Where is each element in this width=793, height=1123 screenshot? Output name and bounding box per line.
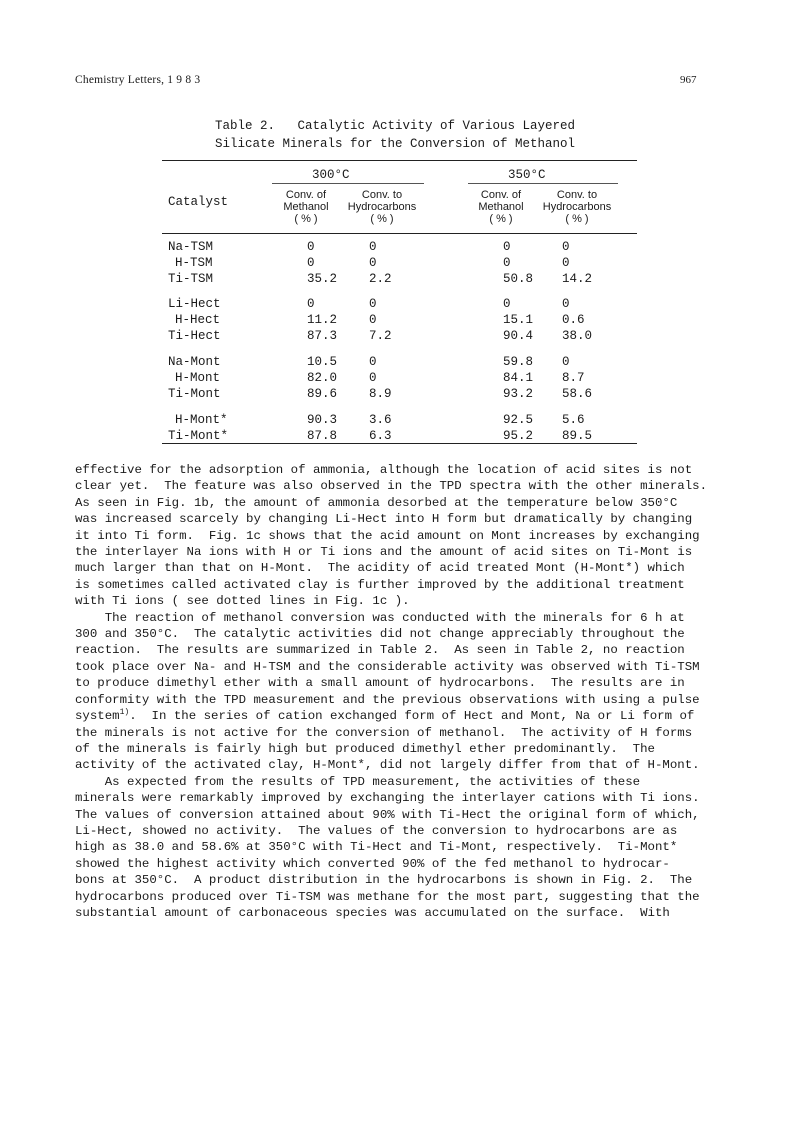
temp-350: 350°C <box>508 168 546 182</box>
value-cell: 92.5 <box>503 413 534 427</box>
body-line: is sometimes called activated clay is further improved by the additional treatment <box>75 577 685 592</box>
value-cell: 0 <box>369 355 377 369</box>
col-unit-label: ( % ) <box>294 213 318 225</box>
value-cell: 0 <box>369 297 377 311</box>
body-line: showed the highest activity which converted 90% of the fed methanol to hydrocar- <box>75 856 670 871</box>
body-line: the interlayer Na ions with H or Ti ions and the amount of acid sites on Ti-Mont is <box>75 545 693 560</box>
table-header-rule <box>162 233 637 234</box>
col-unit-label: ( % ) <box>489 213 513 225</box>
value-cell: 0 <box>503 240 511 254</box>
value-cell: 59.8 <box>503 355 534 369</box>
value-cell: 11.2 <box>307 313 338 327</box>
body-line: 300 and 350°C. The catalytic activities did not change appreciably throughout the <box>75 627 685 642</box>
value-cell: 84.1 <box>503 371 534 385</box>
value-cell: 0 <box>369 256 377 270</box>
table-caption <box>215 117 575 153</box>
table-top-rule <box>162 160 637 161</box>
body-line: was increased scarcely by changing Li-Hect into H form but dramatically by changing <box>75 512 693 527</box>
body-line: reaction. The results are summarized in Table 2. As seen in Table 2, no reaction <box>75 643 685 658</box>
journal-header: Chemistry Letters, 1 9 8 3 <box>75 74 201 86</box>
body-line: took place over Na- and H-TSM and the considerable activity was observed with Ti-TSM <box>75 659 700 674</box>
catalyst-cell: Ti-TSM <box>168 272 214 286</box>
value-cell: 58.6 <box>562 387 593 401</box>
value-cell: 82.0 <box>307 371 338 385</box>
value-cell: 0 <box>503 256 511 270</box>
value-cell: 87.8 <box>307 429 338 443</box>
col-unit-label: ( % ) <box>565 213 589 225</box>
body-line: bons at 350°C. A product distribution in the hydrocarbons is shown in Fig. 2. The <box>75 873 693 888</box>
value-cell: 6.3 <box>369 429 392 443</box>
value-cell: 87.3 <box>307 329 338 343</box>
value-cell: 90.4 <box>503 329 534 343</box>
catalyst-cell: Ti-Mont* <box>168 429 229 443</box>
value-cell: 0 <box>307 240 315 254</box>
catalyst-cell: Ti-Hect <box>168 329 221 343</box>
body-line: As seen in Fig. 1b, the amount of ammonia desorbed at the temperature below 350°C <box>75 495 678 510</box>
col-header-conv-of-300 <box>274 189 338 225</box>
col-conv-of-label: Conv. of <box>285 189 327 201</box>
body-line: high as 38.0 and 58.6% at 350°C with Ti-Hect and Ti-Mont, respectively. Ti-Mont* <box>75 840 678 855</box>
value-cell: 0 <box>562 297 570 311</box>
value-cell: 8.7 <box>562 371 585 385</box>
body-line-rest: . In the series of cation exchanged form of Hect and Mont, Na or Li form of <box>129 709 695 724</box>
col-conv-of-label: Conv. of <box>480 189 522 201</box>
catalyst-cell: Li-Hect <box>168 297 221 311</box>
table-bottom-rule <box>162 443 637 444</box>
value-cell: 38.0 <box>562 329 593 343</box>
col-methanol-label: Methanol <box>283 201 329 213</box>
value-cell: 89.6 <box>307 387 338 401</box>
caption-line-1: Table 2. Catalytic Activity of Various Layered <box>215 119 576 133</box>
body-line: effective for the adsorption of ammonia, although the location of acid sites is not <box>75 463 693 477</box>
value-cell: 5.6 <box>562 413 585 427</box>
body-line: it into Ti form. Fig. 1c shows that the acid amount on Mont increases by exchanging <box>75 528 700 543</box>
body-line-with-ref <box>75 708 735 724</box>
value-cell: 7.2 <box>369 329 392 343</box>
col-unit-label: ( % ) <box>370 213 394 225</box>
col-methanol-label: Methanol <box>478 201 524 213</box>
value-cell: 0.6 <box>562 313 585 327</box>
value-cell: 0 <box>307 256 315 270</box>
body-line: to produce dimethyl ether with a small amount of hydrocarbons. The results are in <box>75 676 685 691</box>
body-line: As expected from the results of TPD measurement, the activities of these <box>75 774 641 789</box>
body-line: hydrocarbons produced over Ti-TSM was methane for the most part, suggesting that the <box>75 889 700 904</box>
body-line: substantial amount of carbonaceous species was accumulated on the surface. With <box>75 905 670 920</box>
caption-line-2: Silicate Minerals for the Conversion of Methanol <box>215 137 576 151</box>
body-line: Li-Hect, showed no activity. The values of the conversion to hydrocarbons are as <box>75 823 678 838</box>
catalyst-cell: H-TSM <box>175 256 213 270</box>
col-conv-to-label: Conv. to <box>361 189 403 201</box>
value-cell: 50.8 <box>503 272 534 286</box>
body-text <box>75 462 735 921</box>
catalyst-cell: Na-Mont <box>168 355 221 369</box>
body-line: much larger than that on H-Mont. The acidity of acid treated Mont (H-Mont*) which <box>75 561 685 576</box>
catalyst-header: Catalyst <box>168 195 229 209</box>
body-line: The values of conversion attained about 90% with Ti-Hect the original form of which, <box>75 807 700 822</box>
temp-300-rule <box>272 183 424 184</box>
page-number: 967 <box>680 74 697 86</box>
body-line: of the minerals is fairly high but produced dimethyl ether predominantly. The <box>75 741 655 756</box>
col-conv-to-label: Conv. to <box>556 189 598 201</box>
value-cell: 93.2 <box>503 387 534 401</box>
value-cell: 0 <box>369 240 377 254</box>
value-cell: 95.2 <box>503 429 534 443</box>
value-cell: 90.3 <box>307 413 338 427</box>
value-cell: 0 <box>307 297 315 311</box>
catalyst-cell: Ti-Mont <box>168 387 221 401</box>
col-header-conv-to-350 <box>532 189 622 225</box>
body-line: conformity with the TPD measurement and the previous observations with using a pulse <box>75 692 700 707</box>
body-line: with Ti ions ( see dotted lines in Fig. 1c ). <box>75 594 410 609</box>
body-line: activity of the activated clay, H-Mont*, did not largely differ from that of H-Mont. <box>75 758 700 773</box>
reference-superscript: 1) <box>119 708 130 718</box>
value-cell: 15.1 <box>503 313 534 327</box>
col-header-conv-of-350 <box>469 189 533 225</box>
value-cell: 14.2 <box>562 272 593 286</box>
value-cell: 0 <box>369 313 377 327</box>
value-cell: 0 <box>562 256 570 270</box>
temp-350-rule <box>468 183 618 184</box>
value-cell: 8.9 <box>369 387 392 401</box>
catalyst-cell: H-Mont <box>175 371 221 385</box>
catalyst-cell: H-Hect <box>175 313 221 327</box>
body-line: The reaction of methanol conversion was conducted with the minerals for 6 h at <box>75 610 685 625</box>
body-line-start: system <box>75 709 120 724</box>
value-cell: 0 <box>562 240 570 254</box>
value-cell: 0 <box>503 297 511 311</box>
value-cell: 2.2 <box>369 272 392 286</box>
body-line: minerals were remarkably improved by exchanging the interlayer cations with Ti ions. <box>75 791 700 806</box>
temp-300: 300°C <box>312 168 350 182</box>
body-line: clear yet. The feature was also observed in the TPD spectra with the other minerals. <box>75 479 708 494</box>
col-hydrocarbons-label: Hydrocarbons <box>542 201 612 213</box>
value-cell: 35.2 <box>307 272 338 286</box>
catalyst-cell: Na-TSM <box>168 240 214 254</box>
value-cell: 89.5 <box>562 429 593 443</box>
col-header-conv-to-300 <box>337 189 427 225</box>
value-cell: 0 <box>369 371 377 385</box>
value-cell: 10.5 <box>307 355 338 369</box>
value-cell: 0 <box>562 355 570 369</box>
value-cell: 3.6 <box>369 413 392 427</box>
catalyst-cell: H-Mont* <box>175 413 228 427</box>
col-hydrocarbons-label: Hydrocarbons <box>347 201 417 213</box>
body-line: the minerals is not active for the conversion of methanol. The activity of H forms <box>75 725 693 740</box>
